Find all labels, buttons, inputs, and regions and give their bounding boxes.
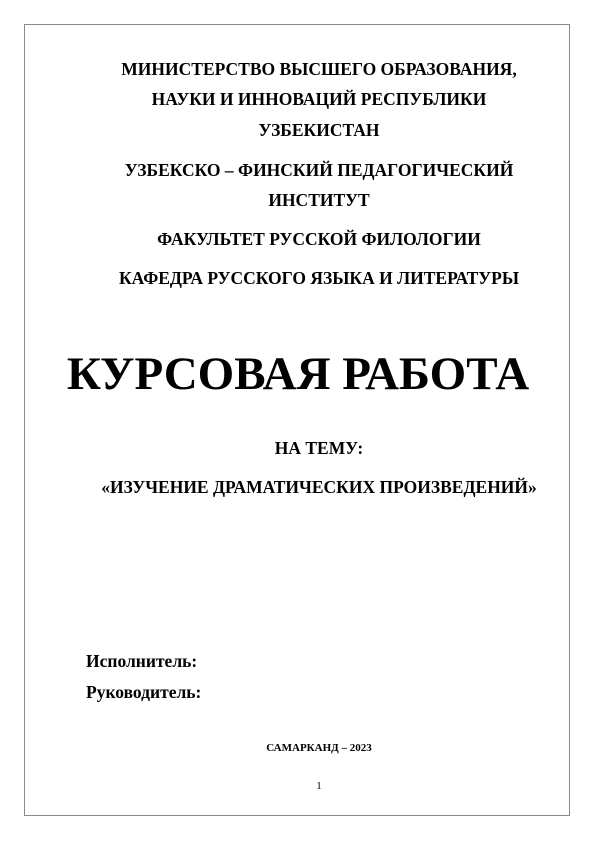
page-number: 1 <box>316 780 322 792</box>
topic-title: «ИЗУЧЕНИЕ ДРАМАТИЧЕСКИХ ПРОИЗВЕДЕНИЙ» <box>101 477 537 497</box>
ministry-line-3: УЗБЕКИСТАН <box>258 120 380 140</box>
faculty-name: ФАКУЛЬТЕТ РУССКОЙ ФИЛОЛОГИИ <box>157 229 481 249</box>
executor-label: Исполнитель: <box>86 651 198 671</box>
ministry-line-2: НАУКИ И ИННОВАЦИЙ РЕСПУБЛИКИ <box>151 89 487 109</box>
work-type-title: КУРСОВАЯ РАБОТА <box>66 348 530 400</box>
city-year: САМАРКАНД – 2023 <box>266 742 372 754</box>
topic-label: НА ТЕМУ: <box>274 438 364 458</box>
institute-line-1: УЗБЕКСКО – ФИНСКИЙ ПЕДАГОГИЧЕСКИЙ <box>124 160 514 180</box>
department-name: КАФЕДРА РУССКОГО ЯЗЫКА И ЛИТЕРАТУРЫ <box>118 268 520 288</box>
institute-line-2: ИНСТИТУТ <box>268 190 370 210</box>
ministry-line-1: МИНИСТЕРСТВО ВЫСШЕГО ОБРАЗОВАНИЯ, <box>121 59 517 79</box>
supervisor-label: Руководитель: <box>86 682 202 702</box>
